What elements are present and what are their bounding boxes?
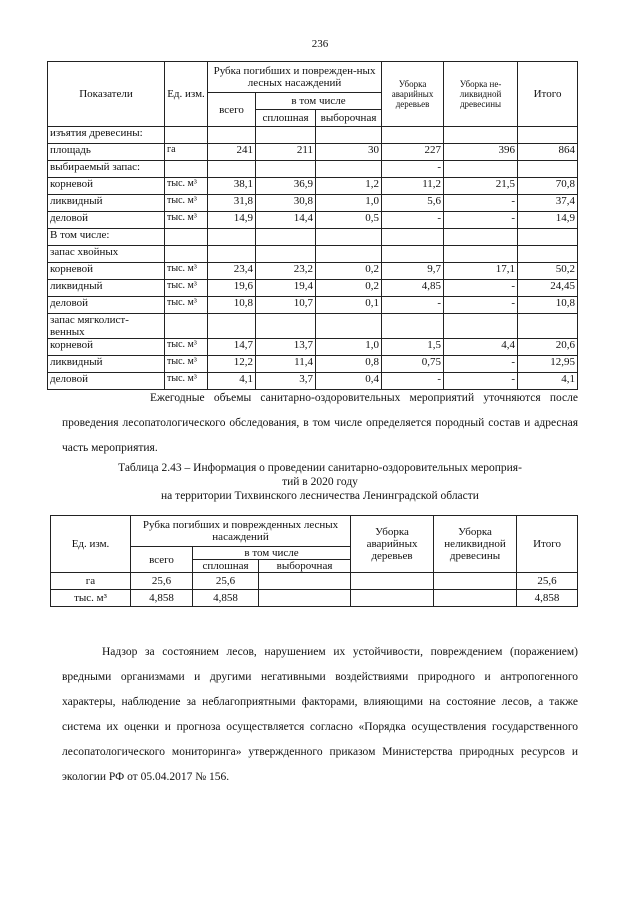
- table-cell: [518, 314, 578, 339]
- table-cell: [518, 229, 578, 246]
- table-cell: 23,4: [208, 263, 256, 280]
- table-cell: 70,8: [518, 178, 578, 195]
- table-cell: 30: [316, 144, 382, 161]
- table-cell: 50,2: [518, 263, 578, 280]
- table-cell: [518, 161, 578, 178]
- table-cell: [382, 127, 444, 144]
- table-cell: [316, 314, 382, 339]
- table-cell: [518, 127, 578, 144]
- table-cell: 37,4: [518, 195, 578, 212]
- header-including: в том числе: [256, 93, 382, 110]
- table-cell: тыс. м³: [165, 195, 208, 212]
- table-cell: [256, 314, 316, 339]
- table-cell: тыс. м³: [165, 356, 208, 373]
- table-row: [48, 161, 578, 178]
- table-cell: 4,858: [517, 590, 578, 607]
- table-cell: тыс. м³: [165, 373, 208, 390]
- table-cell: -: [382, 373, 444, 390]
- table-cell: [351, 573, 434, 590]
- table-cell: -: [444, 373, 518, 390]
- table-cell: 4,1: [518, 373, 578, 390]
- table-cell: 1,2: [316, 178, 382, 195]
- header-felling: Рубка погибших и поврежден-ных лесных насаждений: [208, 62, 382, 93]
- table-cell: 14,7: [208, 339, 256, 356]
- table-cell: -: [444, 280, 518, 297]
- table-cell: [165, 127, 208, 144]
- table-cell: 396: [444, 144, 518, 161]
- table-cell: -: [444, 297, 518, 314]
- header-selective: выборочная: [316, 110, 382, 127]
- table-cell: 20,6: [518, 339, 578, 356]
- table-cell: [256, 161, 316, 178]
- table-cell: [256, 127, 316, 144]
- table-cell: [444, 314, 518, 339]
- table-cell: [444, 161, 518, 178]
- table-cell: 1,0: [316, 195, 382, 212]
- t2-header-all: всего: [131, 547, 193, 573]
- table-cell: тыс. м³: [165, 212, 208, 229]
- table-cell: -: [382, 212, 444, 229]
- table-cell: тыс. м³: [165, 297, 208, 314]
- table-cell: 5,6: [382, 195, 444, 212]
- table-cell: 1,0: [316, 339, 382, 356]
- table-row: [48, 144, 578, 161]
- table-row: [48, 263, 578, 280]
- table-cell: 12,95: [518, 356, 578, 373]
- table-row: [48, 314, 578, 339]
- t2-header-unit: Ед. изм.: [51, 516, 131, 573]
- table-cell: 227: [382, 144, 444, 161]
- table-cell: 14,9: [518, 212, 578, 229]
- table-cell: 23,2: [256, 263, 316, 280]
- table-row: [48, 297, 578, 314]
- header-illiquid: Уборка не-ликвидной древесины: [444, 62, 518, 127]
- row-label: запас мягколист-венных: [48, 314, 165, 339]
- table-cell: 11,2: [382, 178, 444, 195]
- table-cell: [382, 246, 444, 263]
- table-cell: 864: [518, 144, 578, 161]
- row-unit: тыс. м³: [51, 590, 131, 607]
- table-row: [48, 178, 578, 195]
- table-cell: [444, 127, 518, 144]
- t2-header-total: Итого: [517, 516, 578, 573]
- table-cell: 21,5: [444, 178, 518, 195]
- table-cell: 25,6: [131, 573, 193, 590]
- sanitary-measures-table: [47, 61, 578, 390]
- table-cell: [208, 127, 256, 144]
- row-label: выбираемый запас:: [48, 161, 165, 178]
- table-caption-line-3: на территории Тихвинского лесничества Ленинградской области: [161, 490, 479, 502]
- table-cell: [165, 314, 208, 339]
- table-cell: [316, 246, 382, 263]
- header-emergency: Уборка аварийных деревьев: [382, 62, 444, 127]
- table-cell: [316, 229, 382, 246]
- table-cell: 11,4: [256, 356, 316, 373]
- table-cell: [351, 590, 434, 607]
- table-row: [48, 195, 578, 212]
- row-label: ликвидный: [48, 356, 165, 373]
- table-cell: 0,75: [382, 356, 444, 373]
- table-cell: -: [382, 297, 444, 314]
- row-label: корневой: [48, 263, 165, 280]
- table-cell: [165, 246, 208, 263]
- table-caption-line-2: тий в 2020 году: [282, 476, 358, 488]
- table-row: [48, 127, 578, 144]
- table-cell: 4,4: [444, 339, 518, 356]
- table-cell: -: [444, 356, 518, 373]
- tikhvin-measures-table: [50, 515, 578, 607]
- row-label: ликвидный: [48, 195, 165, 212]
- table-caption-line-1: Таблица 2.43 – Информация о проведении санитарно-оздоровительных мероприя-: [118, 462, 522, 474]
- table-cell: 13,7: [256, 339, 316, 356]
- table-cell: 30,8: [256, 195, 316, 212]
- row-label: корневой: [48, 178, 165, 195]
- table-cell: тыс. м³: [165, 280, 208, 297]
- table-cell: -: [444, 195, 518, 212]
- table-cell: 36,9: [256, 178, 316, 195]
- table-cell: [259, 590, 351, 607]
- table-cell: [434, 590, 517, 607]
- table-cell: тыс. м³: [165, 339, 208, 356]
- table-cell: 17,1: [444, 263, 518, 280]
- table-cell: 10,7: [256, 297, 316, 314]
- table-cell: га: [165, 144, 208, 161]
- table-cell: 12,2: [208, 356, 256, 373]
- t2-header-clear: сплошная: [193, 560, 259, 573]
- table-row: [51, 590, 578, 607]
- table-cell: 14,4: [256, 212, 316, 229]
- table-cell: [434, 573, 517, 590]
- row-label: В том числе:: [48, 229, 165, 246]
- table-row: [48, 229, 578, 246]
- paragraph-1: Ежегодные объемы санитарно-оздоровительных мероприятий уточняются после проведения лесопатологического обследования, в том числе определяется породный состав и адресная часть мероприятия.: [62, 392, 578, 454]
- t2-header-felling: Рубка погибших и поврежденных лесных насаждений: [131, 516, 351, 547]
- row-label: запас хвойных: [48, 246, 165, 263]
- table-cell: [316, 161, 382, 178]
- table-cell: 241: [208, 144, 256, 161]
- table-cell: 9,7: [382, 263, 444, 280]
- row-label: деловой: [48, 373, 165, 390]
- row-label: ликвидный: [48, 280, 165, 297]
- table-cell: 31,8: [208, 195, 256, 212]
- header-total: Итого: [518, 62, 578, 127]
- page-number: 236: [311, 38, 329, 50]
- table-cell: 10,8: [208, 297, 256, 314]
- table-row: [48, 212, 578, 229]
- table-cell: [444, 229, 518, 246]
- table-cell: 0,5: [316, 212, 382, 229]
- header-all: всего: [208, 93, 256, 127]
- table-cell: 1,5: [382, 339, 444, 356]
- table-cell: 0,1: [316, 297, 382, 314]
- row-label: деловой: [48, 212, 165, 229]
- t2-header-selective: выборочная: [259, 560, 351, 573]
- table-cell: [208, 314, 256, 339]
- table-cell: [382, 229, 444, 246]
- table-cell: 38,1: [208, 178, 256, 195]
- t2-header-emergency: Уборка аварийных деревьев: [351, 516, 434, 573]
- table-cell: 211: [256, 144, 316, 161]
- table-cell: тыс. м³: [165, 263, 208, 280]
- t2-header-including: в том числе: [193, 547, 351, 560]
- table-cell: [208, 229, 256, 246]
- table-cell: 19,6: [208, 280, 256, 297]
- table-cell: [444, 246, 518, 263]
- table-row: [48, 356, 578, 373]
- table-cell: 0,2: [316, 280, 382, 297]
- table-cell: [208, 161, 256, 178]
- header-unit: Ед. изм.: [165, 62, 208, 127]
- table-cell: 14,9: [208, 212, 256, 229]
- table-cell: 4,1: [208, 373, 256, 390]
- table-row: [48, 339, 578, 356]
- table-cell: 10,8: [518, 297, 578, 314]
- table-cell: тыс. м³: [165, 178, 208, 195]
- table-cell: 0,2: [316, 263, 382, 280]
- table-row: [48, 246, 578, 263]
- table-row: [51, 573, 578, 590]
- paragraph-2: Надзор за состоянием лесов, нарушением их устойчивости, повреждением (поражением) вредными организмами и другими негативными воздействиями природного и антропогенного характеры, наблюдение за неблагоприятными факторами, влияющими на состояние лесов, а также система их оценки и прогноза осуществляется согласно «Порядка осуществления государственного лесопатологического мониторинга» утвержденного приказом Министерства природных ресурсов и экологии РФ от 05.04.2017 № 156.: [62, 646, 578, 783]
- table-cell: [518, 246, 578, 263]
- row-label: изъятия древесины:: [48, 127, 165, 144]
- table-cell: [382, 314, 444, 339]
- table-cell: 19,4: [256, 280, 316, 297]
- table-row: [48, 280, 578, 297]
- header-clear: сплошная: [256, 110, 316, 127]
- table-cell: -: [444, 212, 518, 229]
- table-cell: 25,6: [517, 573, 578, 590]
- table-cell: [165, 161, 208, 178]
- table-cell: 25,6: [193, 573, 259, 590]
- row-label: площадь: [48, 144, 165, 161]
- t2-header-illiquid: Уборка неликвидной древесины: [434, 516, 517, 573]
- row-unit: га: [51, 573, 131, 590]
- table-cell: [256, 246, 316, 263]
- table-cell: 0,8: [316, 356, 382, 373]
- header-indicator: Показатели: [48, 62, 165, 127]
- table-cell: [259, 573, 351, 590]
- table-cell: -: [382, 161, 444, 178]
- row-label: деловой: [48, 297, 165, 314]
- table-cell: [208, 246, 256, 263]
- table-cell: 4,858: [193, 590, 259, 607]
- table-cell: 4,858: [131, 590, 193, 607]
- row-label: корневой: [48, 339, 165, 356]
- table-cell: 24,45: [518, 280, 578, 297]
- table-cell: 4,85: [382, 280, 444, 297]
- table-cell: [256, 229, 316, 246]
- table-cell: 3,7: [256, 373, 316, 390]
- table-cell: 0,4: [316, 373, 382, 390]
- table-cell: [165, 229, 208, 246]
- table-cell: [316, 127, 382, 144]
